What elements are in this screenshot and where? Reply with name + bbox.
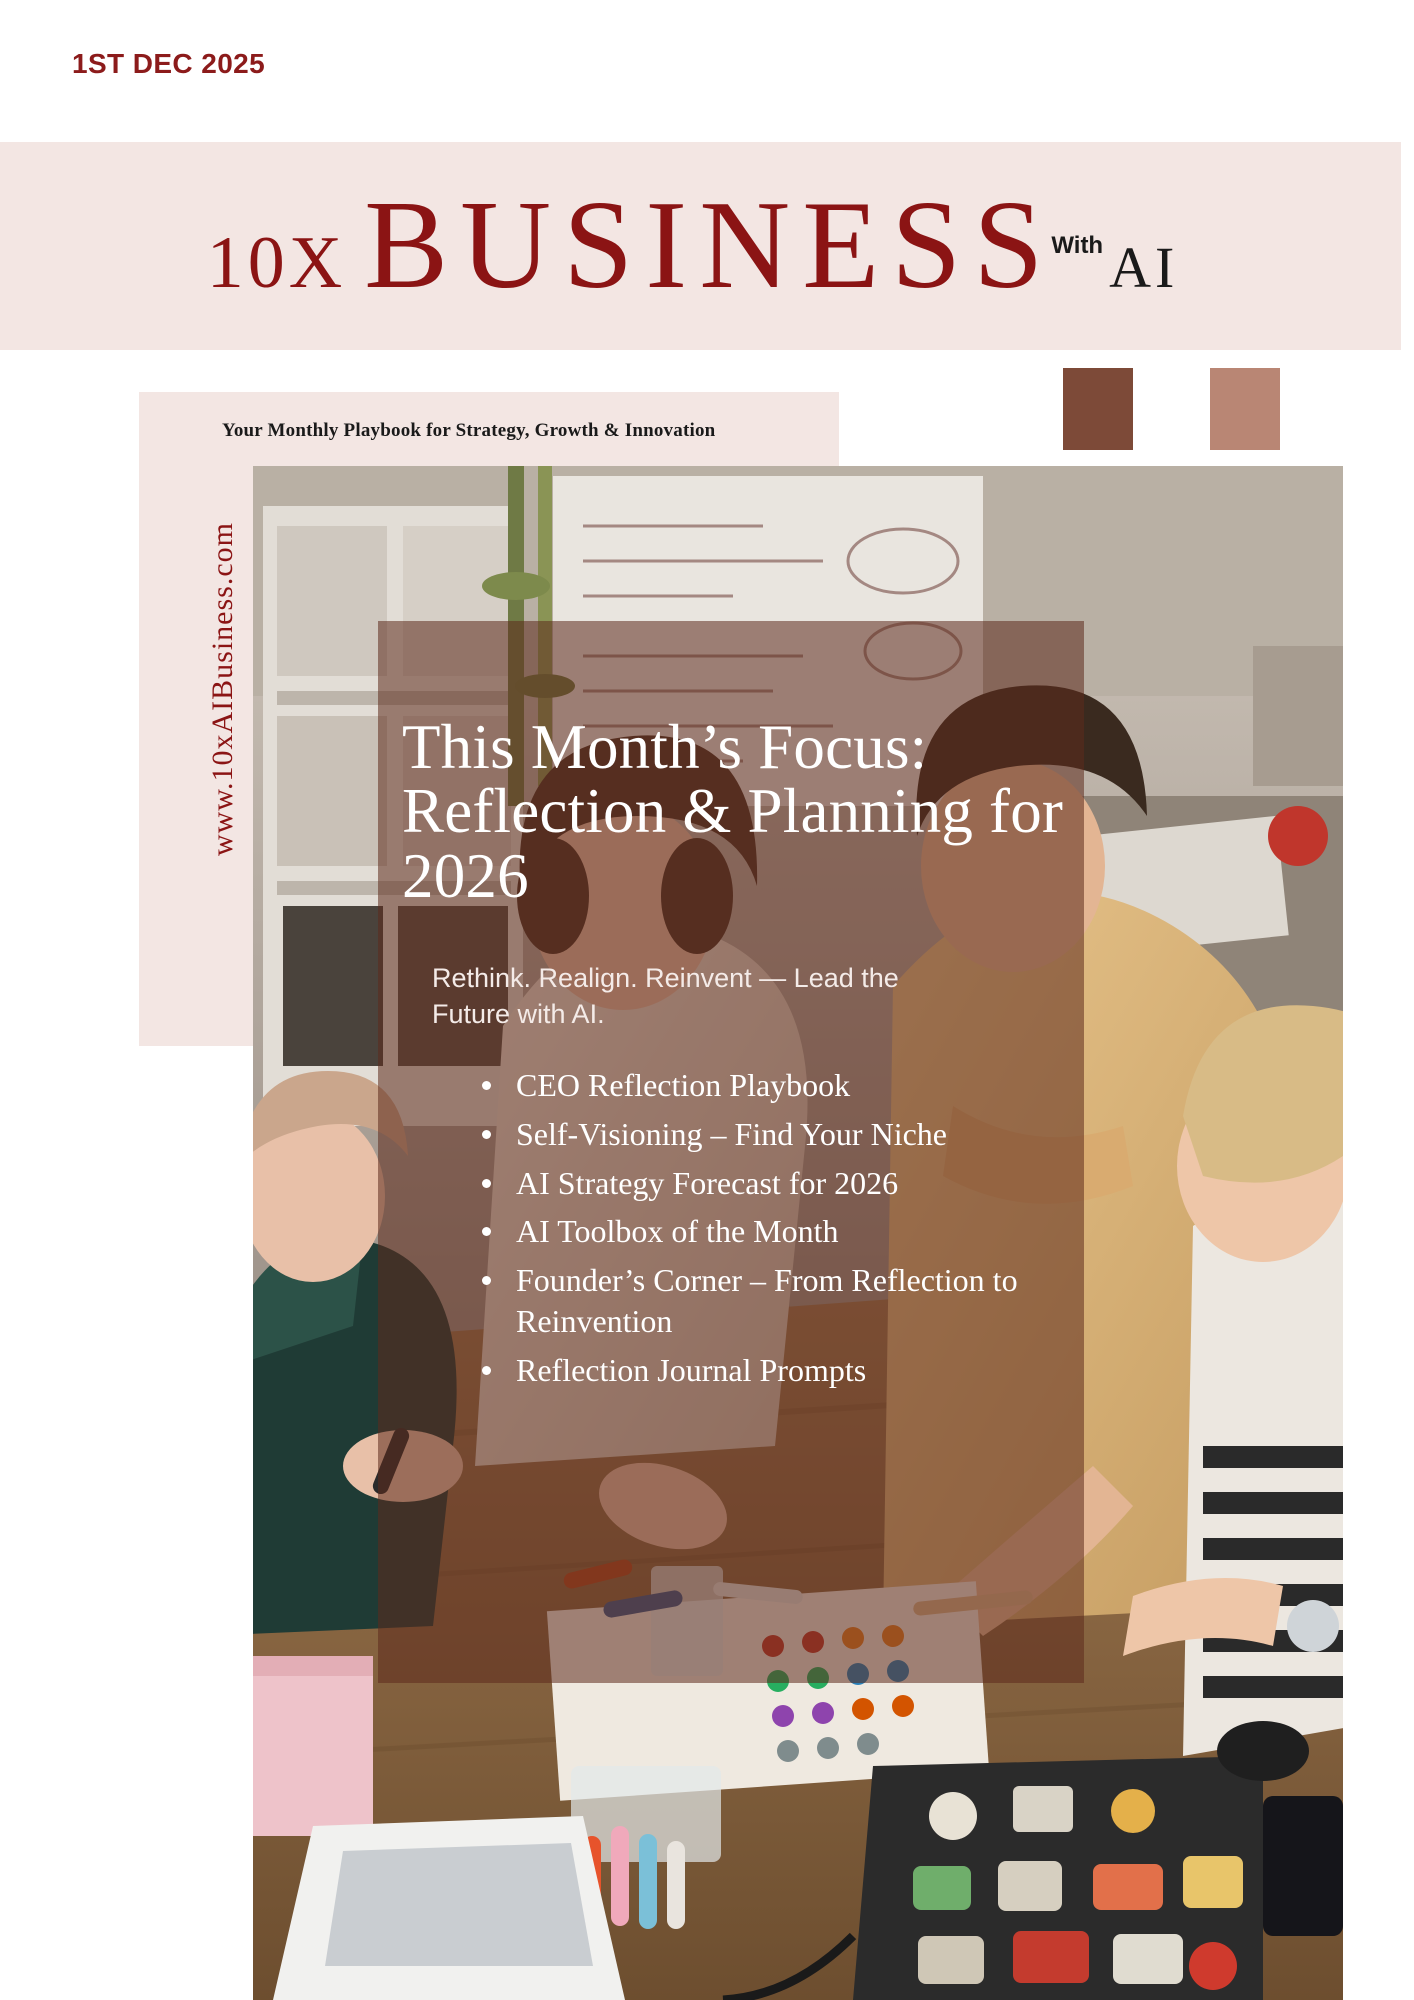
focus-content xyxy=(402,712,1082,1399)
masthead-main-title: BUSINESS xyxy=(364,176,1056,315)
focus-item-list xyxy=(402,1065,1082,1392)
masthead-with: With xyxy=(1051,232,1104,259)
tagline: Your Monthly Playbook for Strategy, Growth & Innovation xyxy=(222,420,716,441)
focus-tagline: Rethink. Realign. Reinvent — Lead the Future with AI. xyxy=(432,962,899,1030)
list-item: Reflection Journal Prompts xyxy=(482,1350,1086,1391)
masthead-band xyxy=(0,142,1401,350)
focus-title: This Month’s Focus: Reflection & Planning for 2026 xyxy=(402,712,1064,911)
list-item: Founder’s Corner – From Reflection to Reinvention xyxy=(482,1260,1086,1342)
masthead-title xyxy=(207,174,1179,318)
list-item: Self-Visioning – Find Your Niche xyxy=(482,1114,1086,1155)
color-swatch-light xyxy=(1210,368,1280,450)
masthead-prefix: 10X xyxy=(206,222,347,304)
masthead-ai: AI xyxy=(1109,235,1179,300)
list-item: AI Strategy Forecast for 2026 xyxy=(482,1163,1086,1204)
website-url: www.10xAIBusiness.com xyxy=(206,522,239,857)
color-swatch-dark xyxy=(1063,368,1133,450)
list-item: AI Toolbox of the Month xyxy=(482,1211,1086,1252)
list-item: CEO Reflection Playbook xyxy=(482,1065,1086,1106)
issue-date: 1ST DEC 2025 xyxy=(72,48,266,79)
